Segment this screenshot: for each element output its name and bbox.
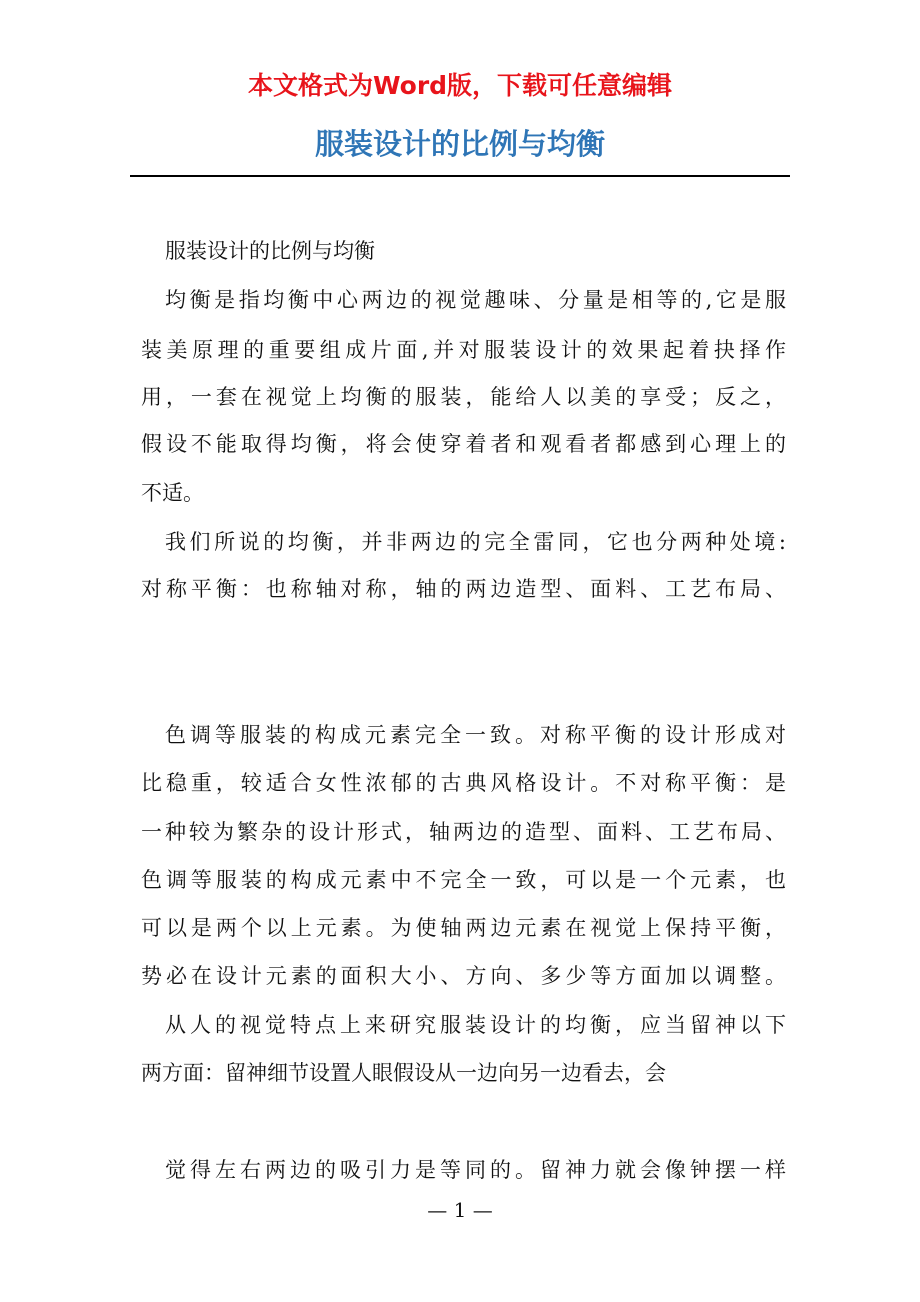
text-line: 不适。 — [141, 481, 204, 505]
text-line: 均衡是指均衡中心两边的视觉趣味、分量是相等的,它是服 — [165, 288, 786, 312]
text-line: 可以是两个以上元素。为使轴两边元素在视觉上保持平衡， — [141, 916, 786, 940]
text-line: 从人的视觉特点上来研究服装设计的均衡，应当留神以下 — [165, 1013, 786, 1037]
text-line: 假设不能取得均衡，将会使穿着者和观看者都感到心理上的 — [141, 432, 786, 456]
text-line: 觉得左右两边的吸引力是等同的。留神力就会像钟摆一样 — [165, 1158, 786, 1182]
text-line: 一种较为繁杂的设计形式，轴两边的造型、面料、工艺布局、 — [141, 820, 786, 844]
document-title: 服装设计的比例与均衡 — [314, 127, 605, 161]
page-number: — 1 — — [427, 1198, 493, 1222]
text-line: 装美原理的重要组成片面,并对服装设计的效果起着抉择作 — [141, 338, 786, 362]
text-line: 色调等服装的构成元素中不完全一致，可以是一个元素，也 — [141, 868, 786, 892]
header-divider — [130, 175, 790, 177]
text-line: 用，一套在视觉上均衡的服装，能给人以美的享受；反之， — [141, 385, 786, 409]
text-line: 两方面：留神细节设置人眼假设从一边向另一边看去，会 — [141, 1061, 666, 1085]
text-line: 比稳重，较适合女性浓郁的古典风格设计。不对称平衡：是 — [141, 771, 786, 795]
text-line: 势必在设计元素的面积大小、方向、多少等方面加以调整。 — [141, 964, 786, 988]
text-line: 对称平衡：也称轴对称，轴的两边造型、面料、工艺布局、 — [141, 577, 786, 601]
paragraph-heading: 服装设计的比例与均衡 — [165, 239, 375, 263]
text-line: 我们所说的均衡，并非两边的完全雷同，它也分两种处境: — [165, 530, 786, 554]
text-line: 色调等服装的构成元素完全一致。对称平衡的设计形成对 — [165, 723, 786, 747]
download-banner: 本文格式为Word版，下载可任意编辑 — [247, 71, 673, 100]
